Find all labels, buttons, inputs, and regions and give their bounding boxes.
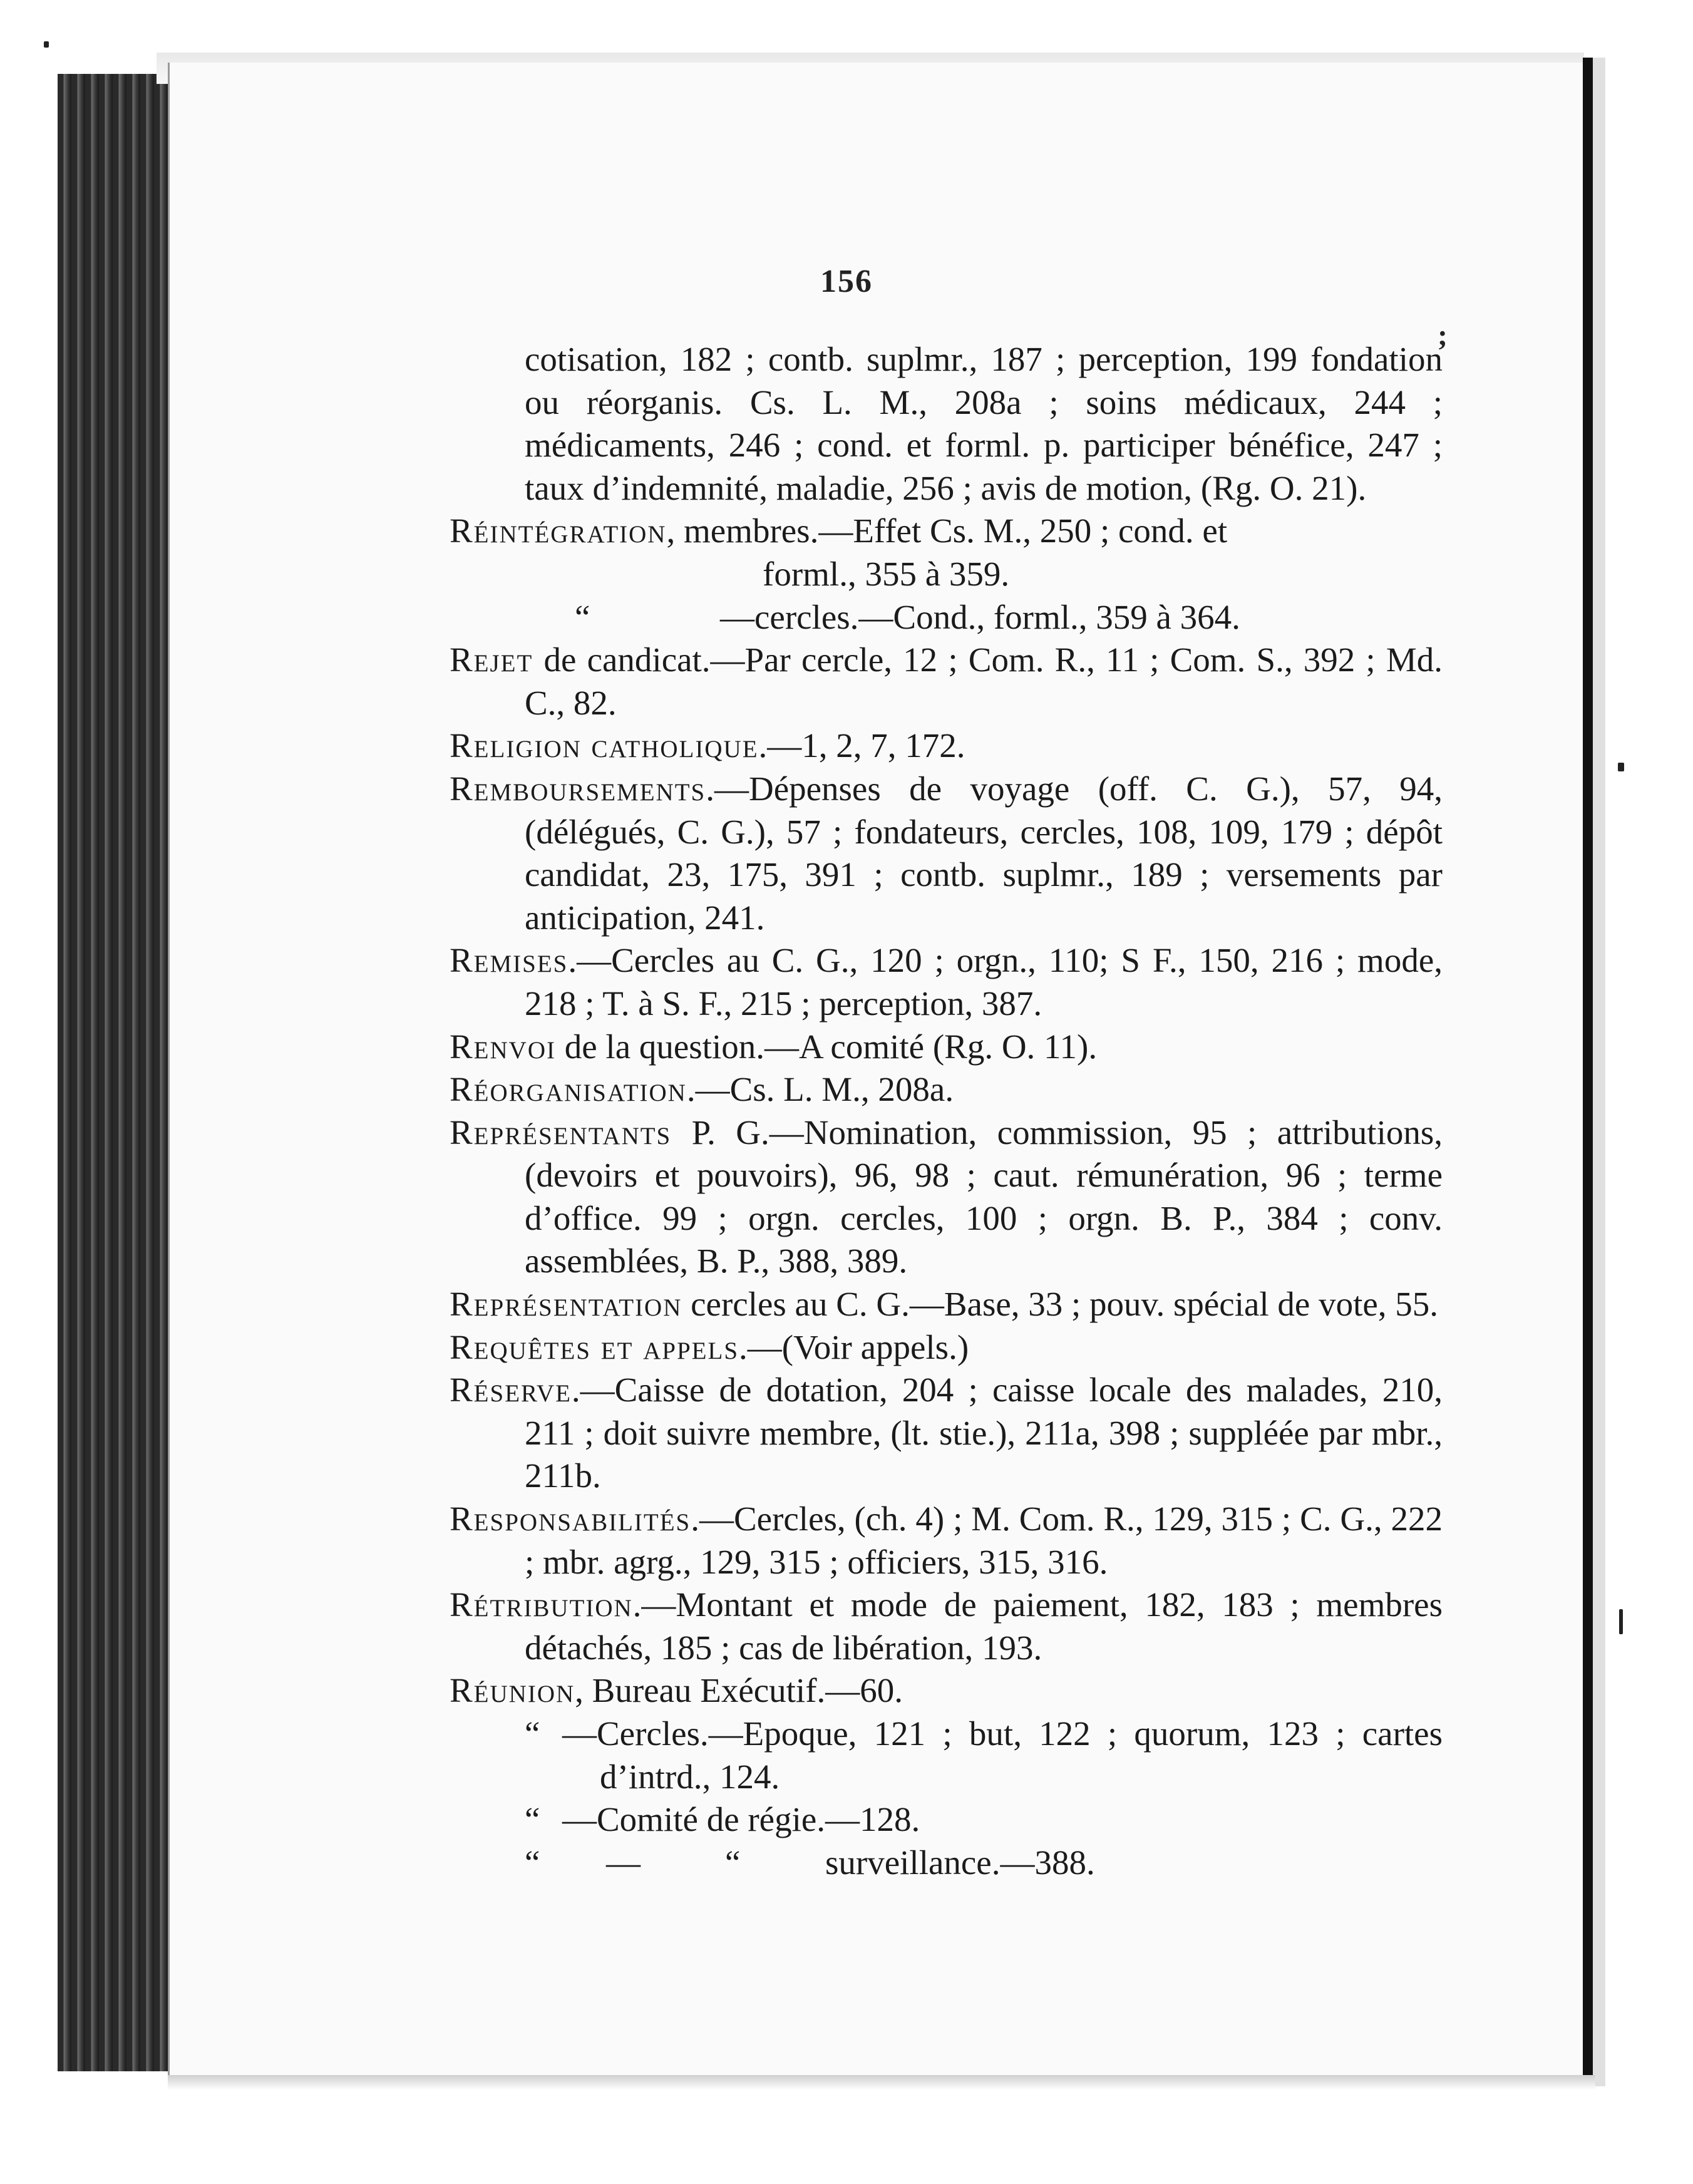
entry-text: .—(Voir appels.)	[739, 1327, 969, 1366]
entry-text: —Comité de régie.—128.	[562, 1800, 920, 1839]
entry-heading: Remboursements	[450, 769, 706, 808]
entry-text: .—1, 2, 7, 172.	[758, 726, 965, 765]
ditto-mark: “	[525, 1843, 540, 1882]
entry-text: P. G.—Nomination, commission, 95 ; attributions, (devoirs et pouvoirs), 96, 98 ; caut. rémunération, 96 ; terme d’office. 99 ; orgn. cercles, 100 ; orgn. B. P., 384 ; conv. assemblées, B. P., 388, 389.	[525, 1113, 1443, 1280]
scan-speck	[1619, 1609, 1623, 1634]
index-entry-reintegration	[450, 510, 1443, 553]
ditto-mark: “	[725, 1843, 741, 1882]
index-entry-religion	[450, 724, 1443, 768]
index-entry-reorganisation	[450, 1068, 1443, 1111]
scan-speck	[44, 41, 49, 48]
entry-text: .—Dépenses de voyage (off. C. G.), 57, 94, (délégués, C. G.), 57 ; fondateurs, cercles, 108, 109, 179 ; dépôt candidat, 23, 175, 391 ; contb. suplmr., 189 ; versements par anticipation, 241.	[525, 769, 1443, 937]
entry-heading: Responsabilités	[450, 1500, 691, 1538]
page-number: 156	[820, 264, 873, 299]
dash-mark: —	[606, 1843, 641, 1882]
index-entry-remises	[450, 939, 1443, 1025]
entry-heading: Réorganisation	[450, 1070, 687, 1109]
entry-heading: Rétribution	[450, 1585, 633, 1624]
index-column	[450, 338, 1443, 1884]
ditto-mark: “	[525, 1714, 540, 1753]
entry-heading: Réserve	[450, 1371, 572, 1409]
entry-heading: Requêtes et appels	[450, 1327, 739, 1366]
index-entry-renvoi	[450, 1026, 1443, 1069]
entry-text: —Cercles.—Epoque, 121 ; but, 122 ; quorum, 123 ; cartes d’intrd., 124.	[562, 1714, 1443, 1796]
entry-heading: Renvoi	[450, 1027, 556, 1066]
index-subentry	[450, 1798, 1443, 1841]
index-entry-continuation	[450, 338, 1443, 510]
entry-text: cotisation, 182 ; contb. suplmr., 187 ; perception, 199 fondation ou réorganis. Cs. L. M., 208a ; soins médicaux, 244 ; médicaments, 246 ; cond. et forml. p. participer bénéfice, 247 ; taux d’indemnité, maladie, 256 ; avis de motion, (Rg. O. 21).	[525, 340, 1443, 507]
entry-heading: Réunion	[450, 1671, 575, 1710]
entry-text: forml., 355 à 359.	[763, 554, 1010, 593]
index-entry-responsabilites	[450, 1498, 1443, 1584]
entry-text: .—Cs. L. M., 208a.	[686, 1070, 954, 1109]
entry-text: .—Montant et mode de paiement, 182, 183 ; membres détachés, 185 ; cas de libération, 193.	[525, 1585, 1443, 1667]
page-bottom-shadow	[168, 2075, 1595, 2090]
facing-page-strip	[1593, 58, 1605, 2086]
entry-text: de candicat.—Par cercle, 12 ; Com. R., 11 ; Com. S., 392 ; Md. C., 82.	[525, 641, 1443, 722]
book-page-edges	[58, 74, 177, 2071]
index-entry-representation	[450, 1283, 1443, 1326]
index-entry-reserve	[450, 1369, 1443, 1498]
stray-semicolon: ;	[1438, 319, 1448, 352]
index-entry-rejet	[450, 639, 1443, 724]
index-entry-representants	[450, 1111, 1443, 1283]
index-subentry	[450, 553, 1443, 596]
index-entry-reunion	[450, 1669, 1443, 1713]
entry-heading: Religion catholique	[450, 726, 759, 765]
entry-text: .—Caisse de dotation, 204 ; caisse locale des malades, 210, 211 ; doit suivre membre, (lt. stie.), 211a, 398 ; suppléée par mbr., 211b.	[525, 1371, 1443, 1495]
entry-heading: Rejet	[450, 641, 533, 679]
entry-text: .—Cercles, (ch. 4) ; M. Com. R., 129, 315 ; C. G., 222 ; mbr. agrg., 129, 315 ; officiers, 315, 316.	[525, 1500, 1443, 1581]
entry-text: —cercles.—Cond., forml., 359 à 364.	[720, 597, 1240, 636]
ditto-mark: “	[575, 597, 590, 636]
entry-text: cercles au C. G.—Base, 33 ; pouv. spécial de vote, 55.	[682, 1285, 1439, 1324]
ditto-mark: “	[525, 1800, 540, 1839]
index-entry-remboursements	[450, 768, 1443, 939]
entry-heading: Représentants	[450, 1113, 672, 1151]
entry-text: , membres.—Effet Cs. M., 250 ; cond. et	[666, 512, 1228, 550]
entry-heading: Représentation	[450, 1285, 682, 1324]
index-subentry	[450, 596, 1443, 639]
index-entry-requetes	[450, 1326, 1443, 1369]
entry-heading: Remises	[450, 941, 569, 980]
page-gutter-shadow	[1583, 58, 1593, 2086]
entry-text: , Bureau Exécutif.—60.	[575, 1671, 903, 1710]
entry-text: .—Cercles au C. G., 120 ; orgn., 110; S F., 150, 216 ; mode, 218 ; T. à S. F., 215 ; perception, 387.	[525, 941, 1443, 1022]
scan-speck	[1618, 763, 1624, 771]
entry-text: de la question.—A comité (Rg. O. 11).	[556, 1027, 1098, 1066]
entry-heading: Réintégration	[450, 512, 667, 550]
index-subentry	[450, 1713, 1443, 1798]
index-subentry	[450, 1841, 1443, 1885]
index-entry-retribution	[450, 1584, 1443, 1669]
entry-text: surveillance.—388.	[825, 1843, 1095, 1882]
